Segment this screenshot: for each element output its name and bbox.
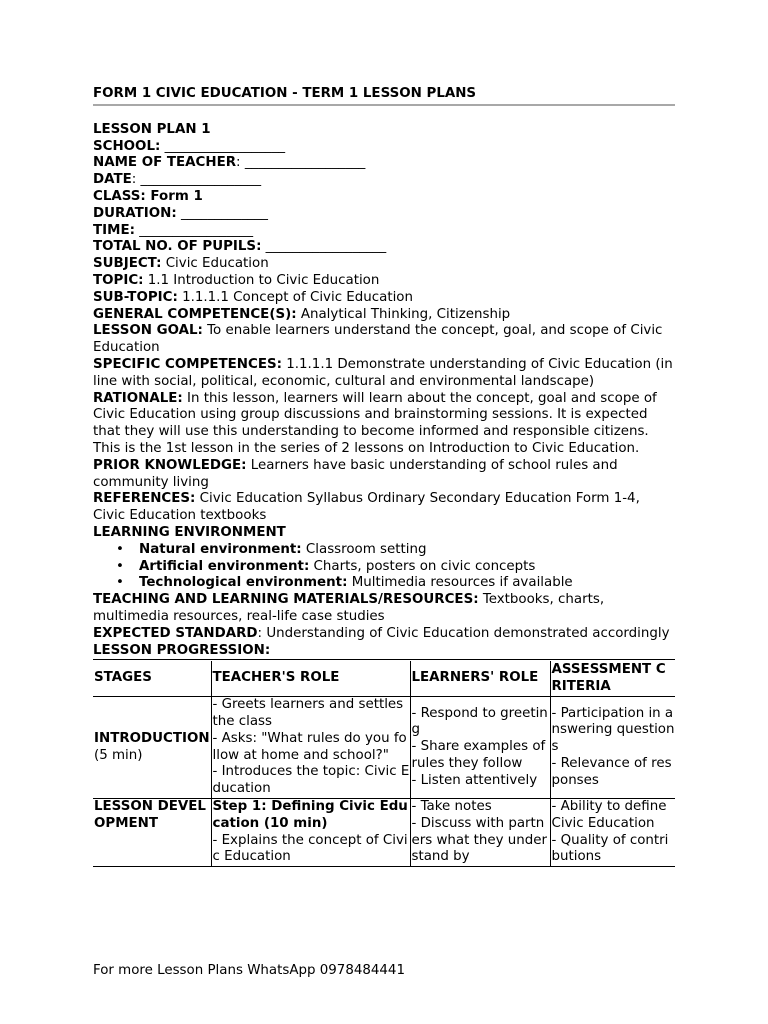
list-item xyxy=(139,542,675,559)
header-learners-role: LEARNERS' ROLE xyxy=(410,661,550,697)
field-label: DATE xyxy=(93,172,132,188)
field-specific-competences xyxy=(93,357,675,391)
learning-environment-list xyxy=(93,542,675,592)
field-value: 1.1.1.1 Concept of Civic Education xyxy=(177,289,413,305)
field-total-pupils xyxy=(93,239,675,256)
field-value: : Understanding of Civic Education demonstrated accordingly xyxy=(257,625,670,641)
env-value: Classroom setting xyxy=(301,541,427,557)
lesson-plan-document xyxy=(93,86,675,867)
field-time xyxy=(93,223,675,240)
cell-line: - Ability to define Civic Education xyxy=(551,799,667,831)
field-value: : __________________ xyxy=(131,172,262,188)
cell-line: - Relevance of responses xyxy=(551,756,672,788)
field-label: REFERENCES: xyxy=(93,491,196,507)
list-item xyxy=(139,575,675,592)
lesson-plan-heading: LESSON PLAN 1 xyxy=(93,121,211,137)
table-row xyxy=(93,799,675,867)
cell-line: - Participation in answering questions xyxy=(551,705,675,755)
field-topic xyxy=(93,273,675,290)
cell-line: - Discuss with partners what they understand by xyxy=(411,815,548,865)
field-label: TIME: xyxy=(93,222,135,238)
field-general-competences xyxy=(93,307,675,324)
env-label: Artificial environment: xyxy=(139,558,310,574)
field-value: Textbooks, charts, multimedia resources, real-life case studies xyxy=(93,592,605,624)
learners-role-cell xyxy=(410,697,550,799)
cell-line: - Respond to greeting xyxy=(411,705,548,738)
env-label: Technological environment: xyxy=(139,575,348,591)
field-label: GENERAL COMPETENCE(S): xyxy=(93,306,297,322)
field-prior-knowledge xyxy=(93,458,675,492)
stage-cell xyxy=(93,697,211,799)
teacher-role-cell xyxy=(211,697,410,799)
assessment-cell xyxy=(550,697,675,799)
env-value: Charts, posters on civic concepts xyxy=(309,558,536,574)
cell-line: - Asks: "What rules do you follow at home and school?" xyxy=(212,730,407,763)
field-value: : __________________ xyxy=(236,155,366,171)
field-label: SUBJECT: xyxy=(93,256,162,272)
lesson-progression-table xyxy=(93,661,675,867)
field-lesson-goal xyxy=(93,323,675,357)
field-label: SCHOOL: xyxy=(93,138,161,154)
field-value: To enable learners understand the concept, goal, and scope of Civic Education xyxy=(93,323,663,356)
table-row xyxy=(93,697,675,799)
env-label: Natural environment: xyxy=(139,541,302,557)
field-value: _____________ xyxy=(176,205,268,221)
field-date xyxy=(93,172,675,189)
field-label: SPECIFIC COMPETENCES: xyxy=(93,356,282,372)
field-value: In this lesson, learners will learn about the concept, goal and scope of Civic Education using group discussions and brainstorming sessions. It is expected that they will use this understanding to become informed and responsible citizens. This is the 1st lesson in the series of 2 lessons on Introduction to Civic Education. xyxy=(93,390,657,456)
lesson-fields xyxy=(93,139,675,525)
field-subject xyxy=(93,256,675,273)
header-teachers-role: TEACHER'S ROLE xyxy=(211,661,410,697)
cell-line: - Quality of contributions xyxy=(551,832,669,865)
document-title: FORM 1 CIVIC EDUCATION - TERM 1 LESSON PLANS xyxy=(93,86,675,106)
field-value: Civic Education Syllabus Ordinary Secondary Education Form 1-4, Civic Education textbooks xyxy=(93,491,640,524)
learning-environment-heading: LEARNING ENVIRONMENT xyxy=(93,524,286,540)
env-value: Multimedia resources if available xyxy=(347,575,573,591)
field-value: __________________ xyxy=(261,239,387,255)
learners-role-cell xyxy=(410,799,550,867)
cell-line: - Greets learners and settles the class xyxy=(212,697,404,730)
list-item xyxy=(139,559,675,576)
field-label: TOTAL NO. OF PUPILS: xyxy=(93,239,262,255)
field-value: _________________ xyxy=(134,222,254,238)
stage-duration: (5 min) xyxy=(94,747,143,763)
field-value: 1.1 Introduction to Civic Education xyxy=(143,272,380,288)
step-heading: Step 1: Defining Civic Education (10 min) xyxy=(212,799,408,831)
cell-line: - Explains the concept of Civic Education xyxy=(212,832,408,865)
table-header-row xyxy=(93,661,675,697)
field-label: TEACHING AND LEARNING MATERIALS/RESOURCES: xyxy=(93,592,479,608)
cell-line: - Introduces the topic: Civic Education xyxy=(212,764,410,797)
footer-note: For more Lesson Plans WhatsApp 0978484441 xyxy=(93,963,405,978)
field-school xyxy=(93,139,675,156)
field-label: EXPECTED STANDARD xyxy=(93,625,258,641)
stage-cell xyxy=(93,799,211,867)
teacher-role-cell xyxy=(211,799,410,867)
progression-table-frame xyxy=(93,659,675,867)
field-label: SUB-TOPIC: xyxy=(93,289,178,305)
field-class xyxy=(93,189,675,206)
field-label: RATIONALE: xyxy=(93,390,183,406)
field-label: CLASS: Form 1 xyxy=(93,188,203,204)
field-value: Civic Education xyxy=(161,256,269,272)
field-label: PRIOR KNOWLEDGE: xyxy=(93,457,247,473)
field-duration xyxy=(93,206,675,223)
assessment-cell xyxy=(550,799,675,867)
cell-line: - Listen attentively xyxy=(411,772,538,788)
field-materials xyxy=(93,592,675,626)
stage-name: LESSON DEVELOPMENT xyxy=(94,799,206,831)
header-stages: STAGES xyxy=(93,661,211,697)
field-value: __________________ xyxy=(160,138,286,154)
field-value: 1.1.1.1 Demonstrate understanding of Civic Education (in line with social, political, economic, cultural and environmental landscape) xyxy=(93,356,673,389)
field-label: DURATION: xyxy=(93,205,177,221)
stage-name: INTRODUCTION xyxy=(94,730,210,746)
field-label: NAME OF TEACHER xyxy=(93,155,237,171)
cell-line: - Take notes xyxy=(411,799,492,815)
field-sub-topic xyxy=(93,290,675,307)
field-value: Learners have basic understanding of school rules and community living xyxy=(93,457,618,490)
field-teacher-name xyxy=(93,155,675,172)
field-label: TOPIC: xyxy=(93,272,144,288)
lesson-progression-heading: LESSON PROGRESSION: xyxy=(93,642,271,658)
field-expected-standard xyxy=(93,626,675,643)
cell-line: - Share examples of rules they follow xyxy=(411,739,546,772)
field-rationale xyxy=(93,391,675,458)
field-value: Analytical Thinking, Citizenship xyxy=(296,306,511,322)
field-label: LESSON GOAL: xyxy=(93,323,203,339)
header-assessment-criteria: ASSESSMENT CRITERIA xyxy=(550,661,675,697)
field-references xyxy=(93,491,675,525)
